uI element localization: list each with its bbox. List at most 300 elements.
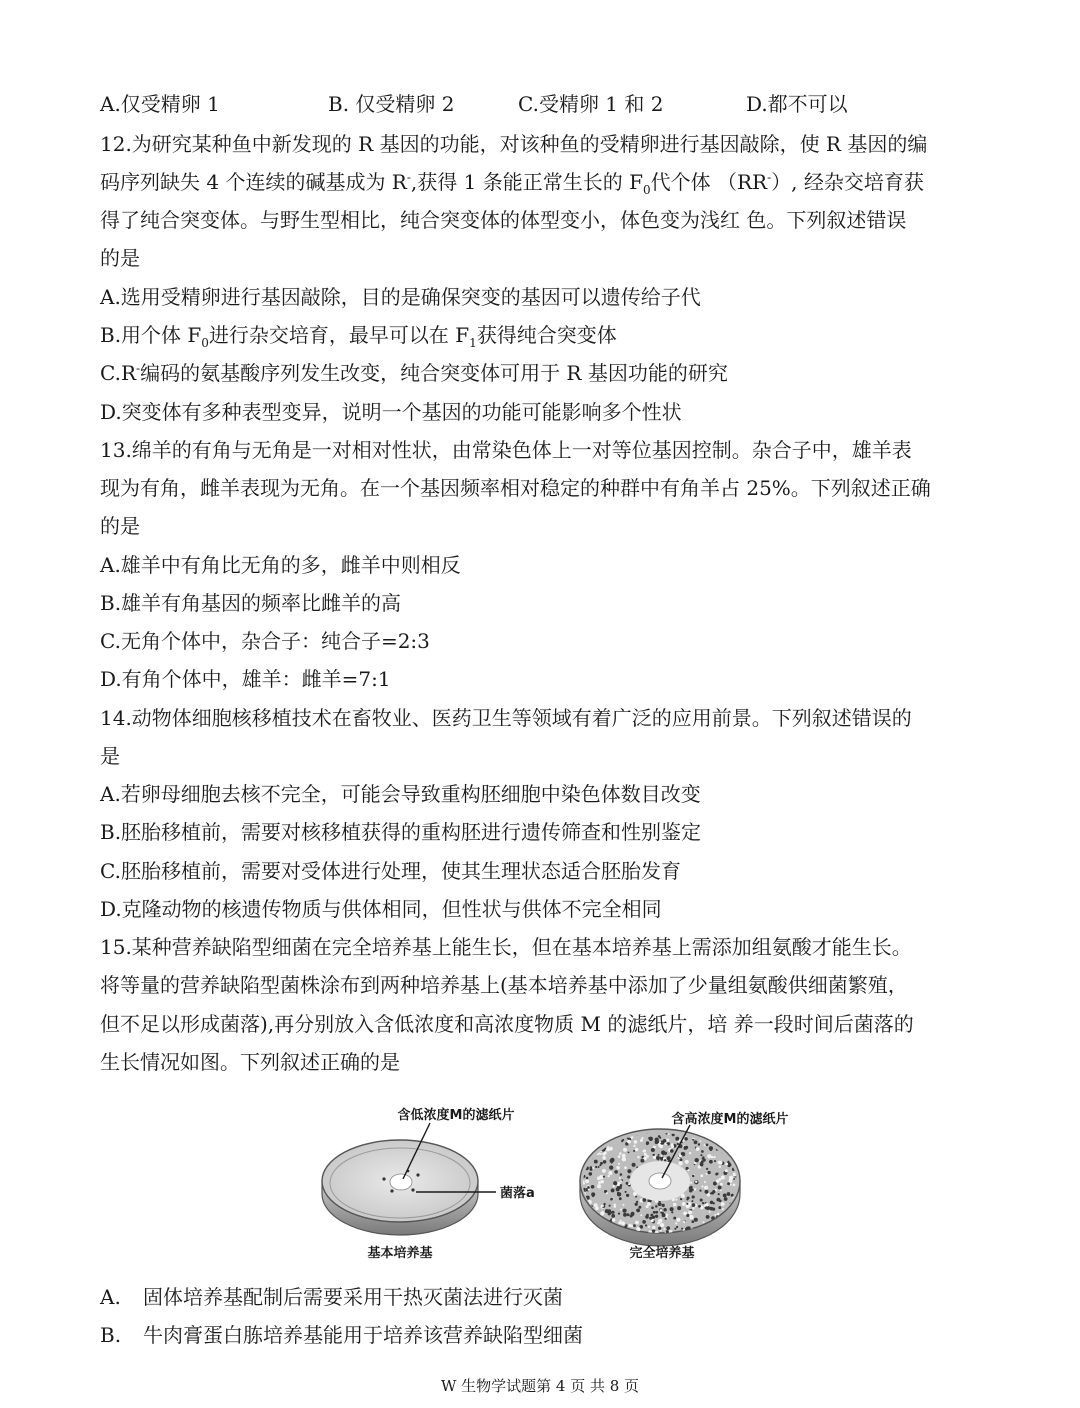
colony-speck (663, 1208, 667, 1212)
q15-option-a-label: A. (100, 1285, 121, 1309)
colony-speck (703, 1221, 705, 1223)
colony-dot (411, 1188, 414, 1191)
colony-speck (691, 1200, 693, 1202)
colony-speck (592, 1195, 595, 1198)
colony-speck (705, 1190, 709, 1194)
colony-speck (713, 1182, 717, 1186)
colony-speck (651, 1148, 655, 1152)
colony-speck (616, 1187, 620, 1191)
colony-speck (628, 1151, 630, 1153)
q15-stem-line-2: 将等量的营养缺陷型菌株涂布到两种培养基上(基本培养基中添加了少量组氨酸供细菌繁殖， (100, 973, 908, 997)
colony-speck (607, 1129, 611, 1133)
colony-speck (686, 1203, 688, 1205)
colony-speck (646, 1214, 649, 1217)
colony-speck (680, 1198, 682, 1200)
q12-option-a: A.选用受精卵进行基因敲除，目的是确保突变的基因可以遗传给子代 (100, 285, 701, 309)
colony-speck (609, 1205, 611, 1207)
colony-speck (619, 1177, 621, 1179)
colony-speck (658, 1227, 661, 1230)
label-complete-medium: 完全培养基 (629, 1246, 695, 1261)
colony-speck (620, 1173, 623, 1176)
colony-speck (683, 1221, 685, 1223)
colony-speck (707, 1193, 710, 1196)
basic-medium-dish (322, 1123, 496, 1235)
colony-speck (723, 1193, 727, 1197)
colony-speck (681, 1152, 684, 1155)
colony-speck (627, 1169, 631, 1173)
colony-speck (631, 1212, 635, 1216)
colony-speck (707, 1171, 710, 1174)
colony-speck (700, 1198, 703, 1201)
colony-speck (593, 1147, 595, 1149)
colony-speck (670, 1207, 674, 1211)
colony-speck (731, 1194, 734, 1197)
colony-speck (696, 1147, 700, 1151)
colony-speck (602, 1169, 606, 1173)
colony-speck (694, 1188, 696, 1190)
q12-option-c: C.R-编码的氨基酸序列发生改变，纯合突变体可用于 R 基因功能的研究 (100, 361, 728, 385)
colony-speck (676, 1226, 678, 1228)
colony-speck (730, 1140, 733, 1143)
colony-speck (620, 1184, 623, 1187)
label-basic-medium: 基本培养基 (367, 1246, 433, 1261)
colony-speck (702, 1157, 704, 1159)
colony-speck (677, 1206, 681, 1210)
q15-stem-line-3: 但不足以形成菌落),再分别放入含低浓度和高浓度物质 M 的滤纸片，培 养一段时间后菌落的 (100, 1012, 914, 1036)
q11-option-c: C.受精卵 1 和 2 (518, 92, 664, 116)
colony-speck (731, 1219, 733, 1221)
colony-speck (734, 1132, 738, 1136)
colony-speck (721, 1175, 725, 1179)
colony-speck (698, 1143, 700, 1145)
colony-speck (608, 1134, 610, 1136)
colony-speck (627, 1213, 630, 1216)
colony-speck (724, 1197, 728, 1201)
colony-speck (728, 1224, 731, 1227)
label-high-conc-paper: 含高浓度M的滤纸片 (671, 1112, 789, 1127)
colony-speck (713, 1202, 715, 1204)
q14-option-c: C.胚胎移植前，需要对受体进行处理，使其生理状态适合胚胎发育 (100, 859, 681, 883)
colony-speck (609, 1165, 613, 1169)
colony-speck (675, 1137, 679, 1141)
q12-stem-line-2: 码序列缺失 4 个连续的碱基成为 R-,获得 1 条能正常生长的 $F_0$代个体 （RR-）, 经杂交培育获 (100, 170, 924, 197)
colony-speck (623, 1204, 625, 1206)
colony-speck (718, 1206, 721, 1209)
colony-speck (587, 1149, 591, 1153)
colony-speck (671, 1143, 674, 1146)
colony-speck (636, 1208, 640, 1212)
colony-speck (710, 1207, 714, 1211)
colony-speck (730, 1184, 732, 1186)
colony-speck (635, 1148, 638, 1151)
colony-speck (660, 1223, 664, 1227)
colony-speck (652, 1226, 656, 1230)
colony-speck (733, 1178, 735, 1180)
colony-speck (623, 1148, 627, 1152)
colony-speck (595, 1166, 597, 1168)
colony-speck (695, 1158, 699, 1162)
colony-speck (623, 1209, 627, 1213)
colony-speck (704, 1135, 706, 1137)
colony-speck (606, 1147, 610, 1151)
colony-speck (711, 1156, 713, 1158)
colony-speck (690, 1182, 692, 1184)
colony-speck (734, 1131, 736, 1133)
colony-speck (620, 1208, 622, 1210)
q13-stem-line-1: 13.绵羊的有角与无角是一对相对性状，由常染色体上一对等位基因控制。杂合子中，雄羊表 (100, 438, 912, 462)
colony-speck (724, 1231, 727, 1234)
colony-speck (659, 1137, 661, 1139)
colony-speck (607, 1135, 610, 1138)
colony-speck (726, 1147, 728, 1149)
colony-speck (676, 1218, 680, 1222)
colony-speck (733, 1130, 735, 1132)
colony-speck (688, 1210, 692, 1214)
colony-speck (632, 1163, 636, 1167)
colony-speck (709, 1211, 711, 1213)
colony-speck (640, 1139, 643, 1142)
colony-dot (416, 1173, 419, 1176)
colony-speck (719, 1166, 721, 1168)
colony-speck (666, 1226, 670, 1230)
colony-speck (624, 1166, 627, 1169)
colony-speck (727, 1222, 730, 1225)
colony-speck (618, 1212, 620, 1214)
colony-speck (702, 1202, 704, 1204)
colony-speck (606, 1131, 610, 1135)
colony-speck (585, 1138, 587, 1140)
colony-speck (596, 1229, 600, 1233)
colony-speck (582, 1231, 585, 1234)
colony-speck (694, 1140, 698, 1144)
colony-speck (597, 1230, 601, 1234)
colony-speck (698, 1205, 701, 1208)
colony-speck (718, 1186, 722, 1190)
petri-dish-diagram (0, 1095, 1080, 1275)
colony-speck (638, 1206, 641, 1209)
colony-speck (725, 1163, 728, 1166)
colony-speck (653, 1154, 655, 1156)
colony-speck (718, 1193, 720, 1195)
colony-speck (655, 1140, 658, 1143)
q12-stem-line-3: 得了纯合突变体。与野生型相比，纯合突变体的体型变小，体色变为浅红 色。下列叙述错误 (100, 208, 907, 232)
q14-option-b: B.胚胎移植前，需要对核移植获得的重构胚进行遗传筛查和性别鉴定 (100, 820, 702, 844)
colony-speck (613, 1205, 616, 1208)
colony-speck (642, 1220, 646, 1224)
colony-speck (684, 1137, 688, 1141)
q14-stem-line-1: 14.动物体细胞核移植技术在畜牧业、医药卫生等领域有着广泛的应用前景。下列叙述错误的 (100, 706, 912, 730)
colony-speck (685, 1228, 687, 1230)
label-colony-a: 菌落a (500, 1186, 535, 1201)
colony-speck (642, 1198, 646, 1202)
colony-speck (692, 1207, 694, 1209)
q15-option-b: 牛肉膏蛋白胨培养基能用于培养该营养缺陷型细菌 (143, 1323, 583, 1347)
colony-speck (671, 1211, 673, 1213)
colony-speck (704, 1144, 706, 1146)
colony-speck (608, 1134, 612, 1138)
colony-speck (712, 1190, 715, 1193)
colony-speck (685, 1160, 689, 1164)
colony-speck (647, 1202, 651, 1206)
colony-speck (731, 1146, 734, 1149)
colony-speck (725, 1137, 727, 1139)
colony-speck (729, 1143, 731, 1145)
colony-speck (619, 1197, 622, 1200)
colony-speck (631, 1225, 633, 1227)
colony-speck (689, 1152, 691, 1154)
colony-speck (727, 1192, 731, 1196)
colony-speck (591, 1185, 595, 1189)
colony-speck (611, 1214, 615, 1218)
colony-speck (601, 1180, 604, 1183)
colony-speck (646, 1143, 649, 1146)
colony-speck (734, 1227, 737, 1230)
colony-speck (603, 1160, 606, 1163)
colony-speck (606, 1130, 610, 1134)
q12-stem-line-4: 的是 (100, 246, 140, 270)
colony-speck (616, 1166, 619, 1169)
colony-speck (706, 1215, 710, 1219)
colony-speck (583, 1150, 585, 1152)
colony-speck (670, 1149, 674, 1153)
colony-speck (714, 1156, 716, 1158)
colony-speck (626, 1182, 629, 1185)
colony-speck (722, 1208, 724, 1210)
colony-speck (637, 1156, 639, 1158)
colony-speck (707, 1154, 711, 1158)
colony-speck (680, 1158, 683, 1161)
colony-speck (663, 1228, 665, 1230)
colony-speck (699, 1189, 701, 1191)
colony-speck (673, 1217, 676, 1220)
colony-speck (595, 1142, 599, 1146)
colony-speck (692, 1175, 695, 1178)
colony-speck (594, 1160, 598, 1164)
colony-speck (701, 1150, 704, 1153)
colony-speck (659, 1144, 663, 1148)
colony-speck (704, 1205, 706, 1207)
colony-speck (694, 1218, 698, 1222)
colony-speck (634, 1140, 638, 1144)
colony-speck (584, 1155, 586, 1157)
colony-speck (585, 1179, 589, 1183)
colony-speck (664, 1217, 666, 1219)
colony-speck (721, 1202, 725, 1206)
colony-speck (584, 1133, 587, 1136)
colony-speck (597, 1184, 601, 1188)
colony-speck (605, 1133, 608, 1136)
colony-speck (675, 1199, 677, 1201)
label-low-conc-paper: 含低浓度M的滤纸片 (397, 1108, 515, 1123)
colony-speck (599, 1175, 602, 1178)
q12-stem-line-1: 12.为研究某种鱼中新发现的 R 基因的功能，对该种鱼的受精卵进行基因敲除，使 R 基因的编 (100, 132, 928, 156)
colony-speck (692, 1195, 695, 1198)
q11-option-d: D.都不可以 (746, 92, 848, 116)
colony-speck (716, 1198, 720, 1202)
colony-speck (719, 1161, 723, 1165)
page-footer: W 生物学试题第 4 页 共 8 页 (440, 1377, 640, 1395)
colony-speck (725, 1169, 728, 1172)
colony-speck (633, 1224, 636, 1227)
colony-speck (585, 1145, 589, 1149)
colony-speck (673, 1203, 676, 1206)
colony-speck (602, 1156, 606, 1160)
colony-dot (390, 1189, 393, 1192)
colony-speck (600, 1162, 603, 1165)
colony-speck (723, 1133, 726, 1136)
colony-speck (619, 1152, 622, 1155)
colony-speck (701, 1185, 703, 1187)
colony-speck (648, 1137, 650, 1139)
colony-speck (633, 1145, 635, 1147)
colony-speck (675, 1222, 677, 1224)
colony-speck (644, 1150, 646, 1152)
colony-speck (655, 1215, 658, 1218)
colony-speck (666, 1142, 668, 1144)
colony-speck (728, 1130, 731, 1133)
petri-dish-figure (0, 1095, 1080, 1275)
colony-speck (714, 1160, 716, 1162)
colony-speck (611, 1188, 615, 1192)
colony-speck (700, 1174, 703, 1177)
colony-speck (731, 1138, 735, 1142)
colony-speck (590, 1130, 592, 1132)
colony-speck (657, 1221, 660, 1224)
colony-speck (704, 1181, 706, 1183)
colony-speck (617, 1192, 619, 1194)
colony-speck (611, 1211, 614, 1214)
colony-speck (595, 1137, 599, 1141)
colony-speck (622, 1157, 626, 1161)
colony-speck (705, 1206, 708, 1209)
q15-stem-line-4: 生长情况如图。下列叙述正确的是 (100, 1050, 400, 1074)
colony-speck (713, 1133, 715, 1135)
colony-speck (622, 1154, 626, 1158)
colony-speck (644, 1153, 647, 1156)
colony-speck (729, 1179, 733, 1183)
colony-speck (584, 1149, 587, 1152)
colony-speck (594, 1141, 596, 1143)
q13-option-a: A.雄羊中有角比无角的多，雌羊中则相反 (100, 553, 461, 577)
colony-speck (587, 1225, 591, 1229)
colony-speck (598, 1166, 600, 1168)
colony-speck (667, 1156, 671, 1160)
colony-speck (587, 1186, 590, 1189)
q15-stem-line-1: 15.某种营养缺陷型细菌在完全培养基上能生长，但在基本培养基上需添加组氨酸才能生长。 (100, 935, 912, 959)
colony-speck (686, 1214, 689, 1217)
colony-speck (636, 1201, 638, 1203)
colony-speck (658, 1202, 662, 1206)
colony-speck (620, 1220, 622, 1222)
colony-speck (618, 1155, 621, 1158)
colony-speck (700, 1163, 704, 1167)
colony-speck (645, 1224, 647, 1226)
colony-speck (724, 1134, 727, 1137)
colony-speck (655, 1205, 658, 1208)
colony-speck (683, 1211, 687, 1215)
colony-speck (732, 1229, 736, 1233)
colony-speck (709, 1160, 713, 1164)
q11-options (100, 90, 990, 118)
colony-speck (686, 1198, 688, 1200)
colony-speck (633, 1150, 635, 1152)
colony-speck (603, 1176, 605, 1178)
colony-speck (612, 1218, 616, 1222)
colony-speck (644, 1157, 647, 1160)
colony-speck (590, 1134, 593, 1137)
colony-speck (727, 1182, 730, 1185)
colony-speck (706, 1173, 708, 1175)
colony-speck (587, 1133, 591, 1137)
colony-speck (732, 1148, 736, 1152)
colony-speck (586, 1177, 589, 1180)
q11-option-a: A.仅受精卵 1 (100, 92, 220, 116)
q15-option-b-label: B. (100, 1323, 122, 1347)
colony-speck (652, 1215, 655, 1218)
colony-speck (699, 1160, 701, 1162)
colony-speck (602, 1130, 606, 1134)
colony-speck (683, 1146, 687, 1150)
colony-speck (611, 1198, 613, 1200)
colony-speck (625, 1224, 627, 1226)
colony-speck (592, 1136, 595, 1139)
colony-speck (718, 1134, 722, 1138)
colony-speck (656, 1156, 660, 1160)
colony-speck (655, 1211, 658, 1214)
filter-paper-low (390, 1174, 412, 1190)
colony-speck (663, 1139, 667, 1143)
colony-speck (602, 1205, 604, 1207)
colony-speck (648, 1226, 650, 1228)
colony-speck (733, 1184, 736, 1187)
colony-speck (703, 1132, 706, 1135)
filter-paper-high (649, 1173, 671, 1189)
colony-speck (613, 1181, 617, 1185)
colony-speck (584, 1221, 587, 1224)
colony-speck (692, 1203, 696, 1207)
colony-speck (618, 1163, 620, 1165)
colony-speck (604, 1151, 607, 1154)
q13-option-c: C.无角个体中，杂合子：纯合子=2:3 (100, 629, 430, 653)
colony-speck (687, 1169, 689, 1171)
colony-speck (732, 1148, 734, 1150)
colony-speck (606, 1192, 608, 1194)
colony-speck (627, 1175, 630, 1178)
colony-speck (625, 1191, 627, 1193)
colony-speck (662, 1204, 665, 1207)
colony-speck (586, 1224, 590, 1228)
colony-speck (595, 1145, 597, 1147)
colony-speck (653, 1211, 656, 1214)
colony-speck (658, 1154, 660, 1156)
colony-speck (720, 1183, 723, 1186)
colony-speck (640, 1214, 642, 1216)
colony-speck (591, 1143, 595, 1147)
colony-speck (716, 1180, 719, 1183)
colony-speck (700, 1154, 702, 1156)
colony-speck (709, 1146, 713, 1150)
colony-speck (627, 1140, 631, 1144)
colony-speck (678, 1161, 682, 1165)
colony-speck (695, 1180, 697, 1182)
colony-speck (651, 1219, 654, 1222)
colony-speck (646, 1205, 649, 1208)
colony-speck (731, 1223, 733, 1225)
q12-option-b: B.用个体 $F_0$进行杂交培育，最早可以在 $F_1$获得纯合突变体 (100, 323, 617, 350)
colony-speck (681, 1228, 683, 1230)
colony-speck (691, 1220, 694, 1223)
colony-speck (699, 1132, 702, 1135)
